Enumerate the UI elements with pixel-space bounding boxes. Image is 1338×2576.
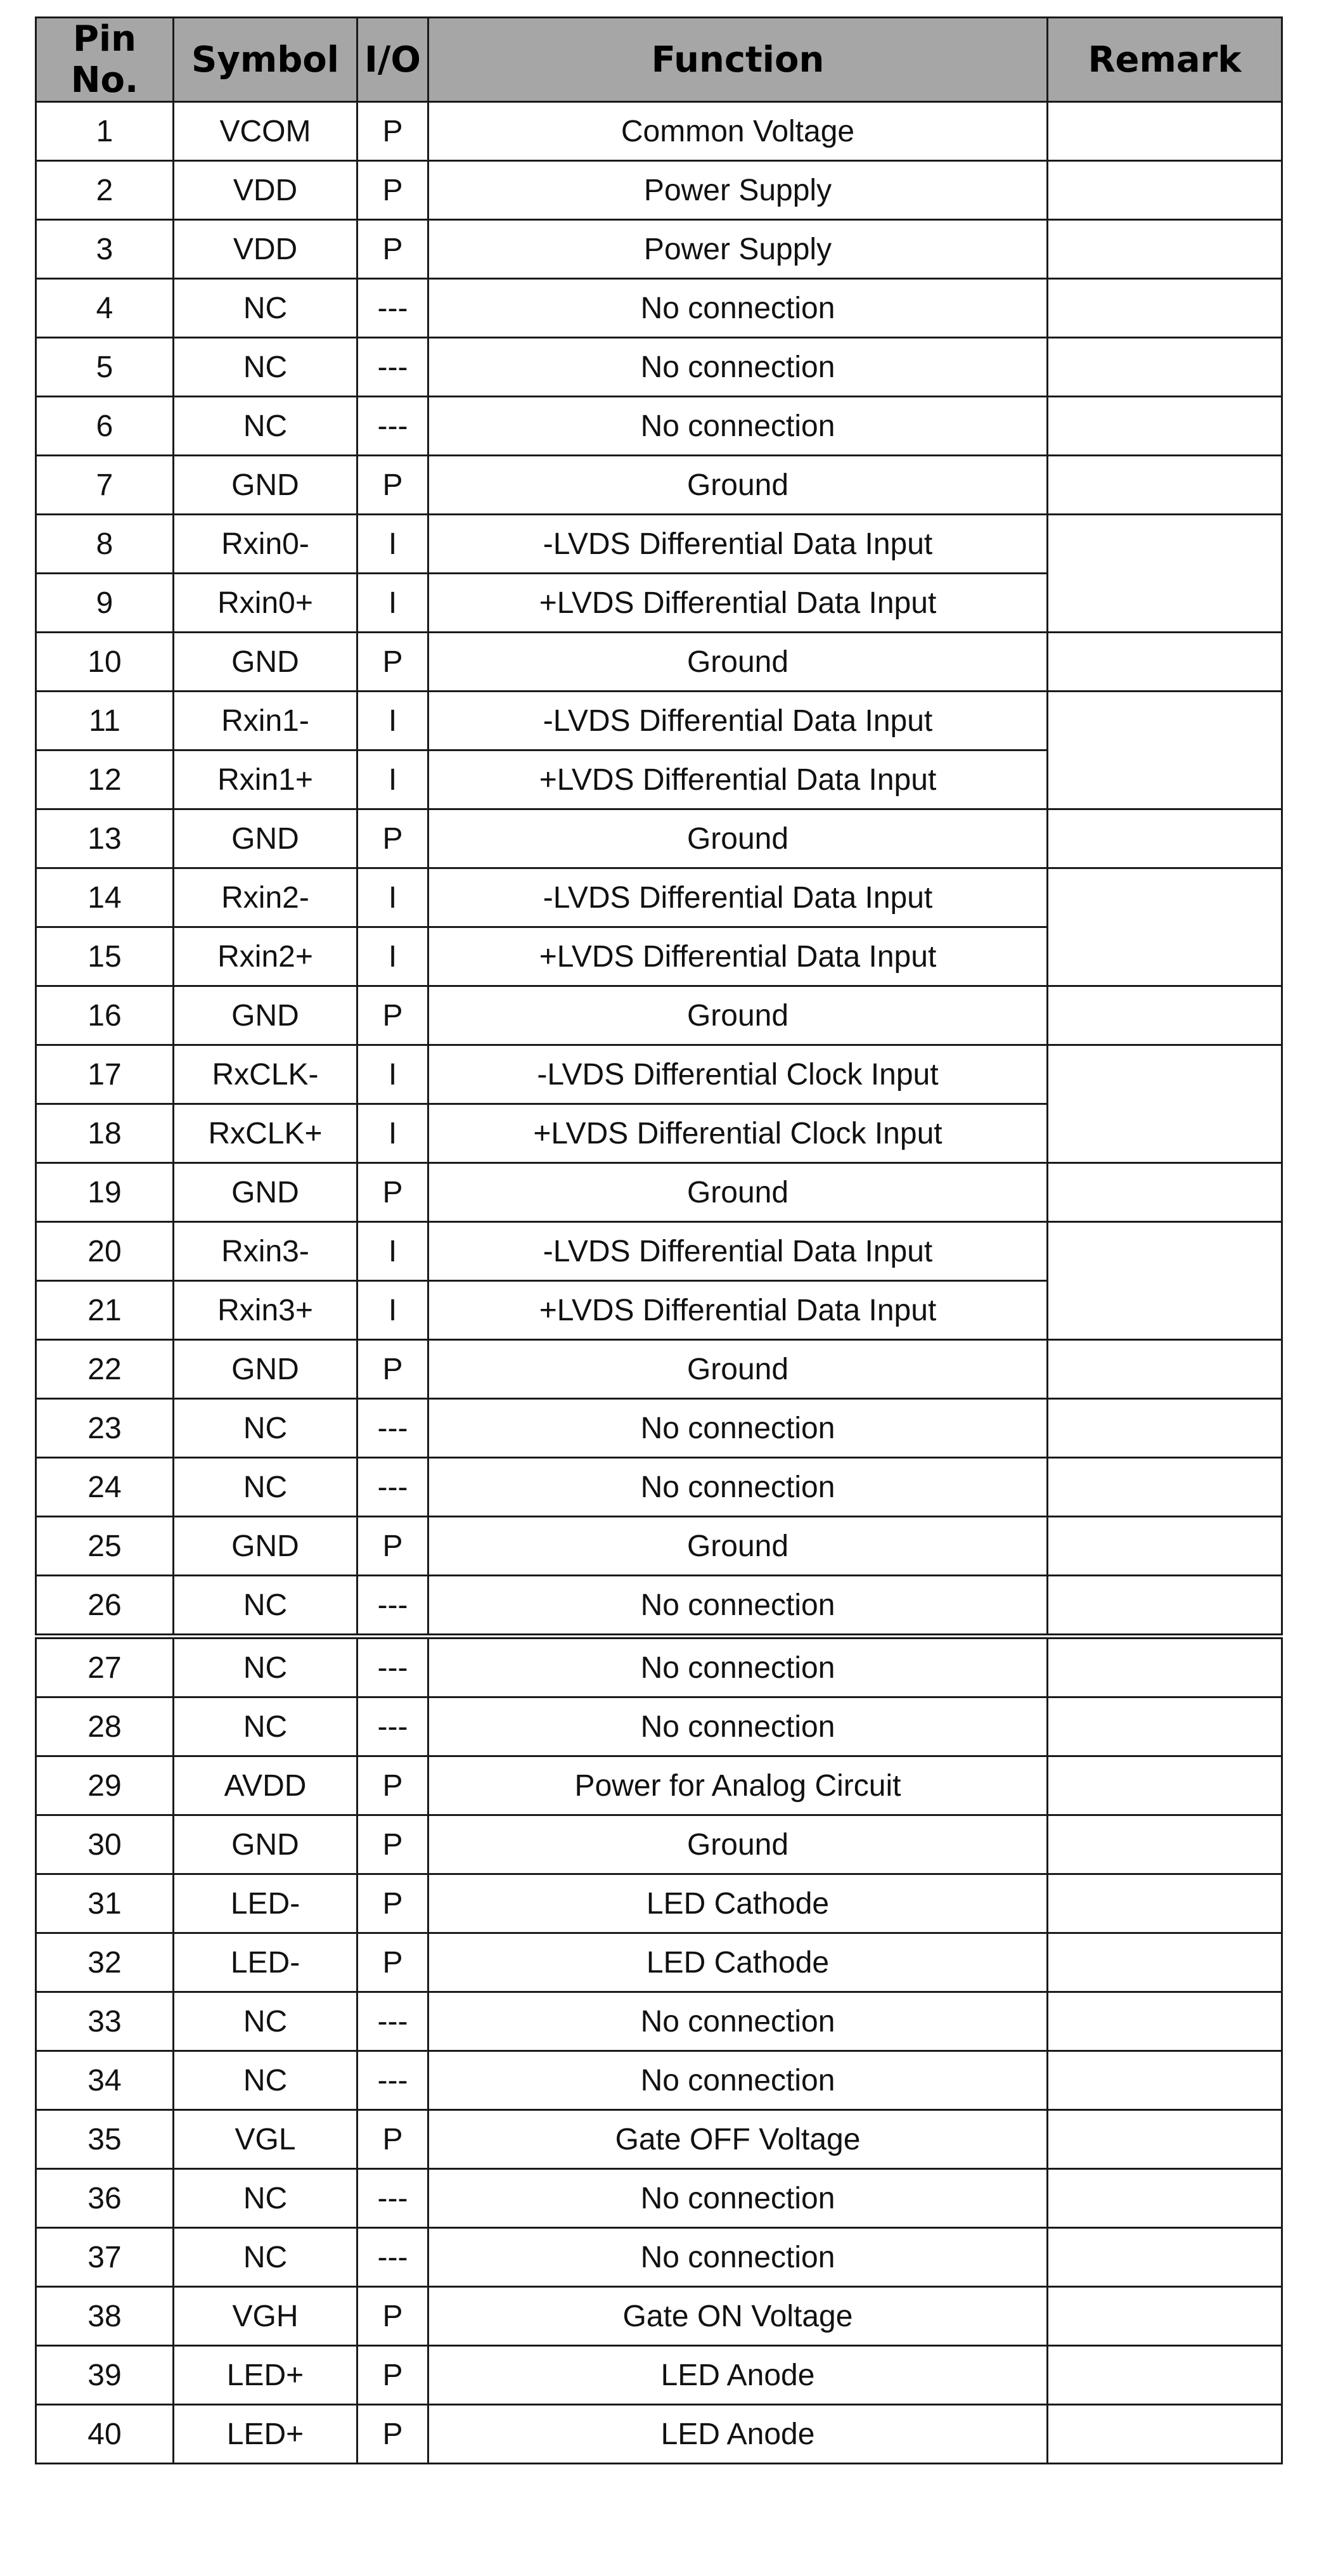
table-body: [36, 102, 1282, 2464]
pin-cell: 29: [36, 1756, 174, 1815]
pin-cell: 8: [36, 515, 174, 574]
symbol-cell: RxCLK-: [174, 1045, 357, 1104]
symbol-cell: GND: [174, 986, 357, 1045]
function-cell: No connection: [428, 1992, 1048, 2051]
symbol-cell: GND: [174, 1340, 357, 1399]
remark-cell: [1048, 397, 1282, 456]
function-cell: Ground: [428, 1815, 1048, 1874]
symbol-cell: GND: [174, 809, 357, 868]
pin-cell: 6: [36, 397, 174, 456]
table-row: [36, 868, 1282, 927]
pin-cell: 30: [36, 1815, 174, 1874]
function-cell: No connection: [428, 397, 1048, 456]
header-pin-no: Pin No.: [36, 18, 174, 102]
function-cell: Power for Analog Circuit: [428, 1756, 1048, 1815]
pin-cell: 9: [36, 574, 174, 633]
function-cell: -LVDS Differential Clock Input: [428, 1045, 1048, 1104]
function-cell: Common Voltage: [428, 102, 1048, 161]
table-row: [36, 1637, 1282, 1697]
function-cell: +LVDS Differential Clock Input: [428, 1104, 1048, 1163]
pin-cell: 22: [36, 1340, 174, 1399]
io-cell: ---: [357, 279, 428, 338]
remark-cell: [1048, 2169, 1282, 2228]
io-cell: ---: [357, 2051, 428, 2110]
symbol-cell: NC: [174, 2051, 357, 2110]
function-cell: Ground: [428, 1517, 1048, 1576]
pin-cell: 38: [36, 2287, 174, 2346]
pin-cell: 2: [36, 161, 174, 220]
table-row: [36, 692, 1282, 750]
table-row: [36, 338, 1282, 397]
symbol-cell: Rxin2+: [174, 927, 357, 986]
pin-cell: 31: [36, 1874, 174, 1933]
function-cell: No connection: [428, 279, 1048, 338]
remark-cell: [1048, 2405, 1282, 2464]
symbol-cell: GND: [174, 1517, 357, 1576]
io-cell: I: [357, 515, 428, 574]
io-cell: P: [357, 161, 428, 220]
function-cell: +LVDS Differential Data Input: [428, 1281, 1048, 1340]
io-cell: I: [357, 1222, 428, 1281]
remark-cell: [1048, 868, 1282, 986]
io-cell: ---: [357, 1992, 428, 2051]
symbol-cell: VGL: [174, 2110, 357, 2169]
symbol-cell: AVDD: [174, 1756, 357, 1815]
symbol-cell: NC: [174, 1697, 357, 1756]
remark-cell: [1048, 1517, 1282, 1576]
io-cell: P: [357, 102, 428, 161]
symbol-cell: RxCLK+: [174, 1104, 357, 1163]
function-cell: No connection: [428, 1399, 1048, 1458]
io-cell: I: [357, 1104, 428, 1163]
pin-cell: 36: [36, 2169, 174, 2228]
table-row: [36, 633, 1282, 692]
symbol-cell: Rxin1-: [174, 692, 357, 750]
pin-cell: 23: [36, 1399, 174, 1458]
pin-cell: 16: [36, 986, 174, 1045]
function-cell: +LVDS Differential Data Input: [428, 574, 1048, 633]
pin-cell: 7: [36, 456, 174, 515]
function-cell: LED Anode: [428, 2405, 1048, 2464]
io-cell: I: [357, 927, 428, 986]
function-cell: Ground: [428, 456, 1048, 515]
remark-cell: [1048, 986, 1282, 1045]
io-cell: P: [357, 2287, 428, 2346]
remark-cell: [1048, 1992, 1282, 2051]
function-cell: No connection: [428, 1458, 1048, 1517]
table-row: [36, 2051, 1282, 2110]
symbol-cell: NC: [174, 1399, 357, 1458]
io-cell: P: [357, 1517, 428, 1576]
symbol-cell: LED+: [174, 2405, 357, 2464]
function-cell: Gate ON Voltage: [428, 2287, 1048, 2346]
pin-cell: 4: [36, 279, 174, 338]
table-row: [36, 515, 1282, 574]
table-row: [36, 1874, 1282, 1933]
remark-cell: [1048, 1458, 1282, 1517]
io-cell: P: [357, 1756, 428, 1815]
io-cell: P: [357, 2405, 428, 2464]
function-cell: +LVDS Differential Data Input: [428, 750, 1048, 809]
remark-cell: [1048, 1637, 1282, 1697]
function-cell: LED Cathode: [428, 1933, 1048, 1992]
symbol-cell: NC: [174, 2228, 357, 2287]
function-cell: -LVDS Differential Data Input: [428, 868, 1048, 927]
io-cell: I: [357, 574, 428, 633]
io-cell: P: [357, 2346, 428, 2405]
remark-cell: [1048, 1340, 1282, 1399]
pin-cell: 21: [36, 1281, 174, 1340]
io-cell: ---: [357, 1637, 428, 1697]
table-row: [36, 2405, 1282, 2464]
pin-cell: 1: [36, 102, 174, 161]
header-symbol: Symbol: [174, 18, 357, 102]
pin-cell: 37: [36, 2228, 174, 2287]
pin-cell: 5: [36, 338, 174, 397]
symbol-cell: GND: [174, 1815, 357, 1874]
function-cell: No connection: [428, 1576, 1048, 1637]
remark-cell: [1048, 515, 1282, 633]
pin-cell: 35: [36, 2110, 174, 2169]
function-cell: LED Cathode: [428, 1874, 1048, 1933]
symbol-cell: NC: [174, 397, 357, 456]
io-cell: ---: [357, 397, 428, 456]
pin-cell: 14: [36, 868, 174, 927]
io-cell: I: [357, 750, 428, 809]
remark-cell: [1048, 1874, 1282, 1933]
symbol-cell: Rxin0+: [174, 574, 357, 633]
table-row: [36, 397, 1282, 456]
header-io: I/O: [357, 18, 428, 102]
pin-cell: 40: [36, 2405, 174, 2464]
remark-cell: [1048, 2051, 1282, 2110]
symbol-cell: Rxin1+: [174, 750, 357, 809]
function-cell: Ground: [428, 1340, 1048, 1399]
io-cell: I: [357, 1281, 428, 1340]
symbol-cell: NC: [174, 1576, 357, 1637]
remark-cell: [1048, 1399, 1282, 1458]
pin-cell: 18: [36, 1104, 174, 1163]
symbol-cell: LED-: [174, 1933, 357, 1992]
table-row: [36, 1340, 1282, 1399]
remark-cell: [1048, 1933, 1282, 1992]
io-cell: P: [357, 2110, 428, 2169]
io-cell: P: [357, 986, 428, 1045]
pin-cell: 20: [36, 1222, 174, 1281]
header-remark: Remark: [1048, 18, 1282, 102]
header-function: Function: [428, 18, 1048, 102]
pin-cell: 28: [36, 1697, 174, 1756]
table-row: [36, 1697, 1282, 1756]
pin-cell: 10: [36, 633, 174, 692]
function-cell: No connection: [428, 2169, 1048, 2228]
symbol-cell: LED+: [174, 2346, 357, 2405]
table-row: [36, 1045, 1282, 1104]
symbol-cell: NC: [174, 279, 357, 338]
io-cell: ---: [357, 1697, 428, 1756]
io-cell: P: [357, 220, 428, 279]
io-cell: I: [357, 868, 428, 927]
symbol-cell: NC: [174, 1637, 357, 1697]
function-cell: No connection: [428, 2051, 1048, 2110]
function-cell: No connection: [428, 1697, 1048, 1756]
symbol-cell: GND: [174, 633, 357, 692]
remark-cell: [1048, 161, 1282, 220]
io-cell: P: [357, 456, 428, 515]
remark-cell: [1048, 1163, 1282, 1222]
pin-cell: 19: [36, 1163, 174, 1222]
pin-cell: 17: [36, 1045, 174, 1104]
remark-cell: [1048, 279, 1282, 338]
io-cell: ---: [357, 338, 428, 397]
pin-cell: 26: [36, 1576, 174, 1637]
io-cell: P: [357, 809, 428, 868]
io-cell: P: [357, 1340, 428, 1399]
remark-cell: [1048, 809, 1282, 868]
pin-assignment-table: [35, 16, 1283, 2464]
symbol-cell: VDD: [174, 161, 357, 220]
io-cell: I: [357, 692, 428, 750]
remark-cell: [1048, 2346, 1282, 2405]
remark-cell: [1048, 456, 1282, 515]
function-cell: Power Supply: [428, 161, 1048, 220]
table-row: [36, 1933, 1282, 1992]
table-row: [36, 1992, 1282, 2051]
pin-cell: 15: [36, 927, 174, 986]
function-cell: -LVDS Differential Data Input: [428, 515, 1048, 574]
remark-cell: [1048, 2110, 1282, 2169]
symbol-cell: VGH: [174, 2287, 357, 2346]
symbol-cell: Rxin0-: [174, 515, 357, 574]
io-cell: P: [357, 1874, 428, 1933]
function-cell: -LVDS Differential Data Input: [428, 1222, 1048, 1281]
remark-cell: [1048, 2228, 1282, 2287]
pin-cell: 13: [36, 809, 174, 868]
io-cell: ---: [357, 1576, 428, 1637]
pin-cell: 34: [36, 2051, 174, 2110]
table-row: [36, 456, 1282, 515]
pin-cell: 12: [36, 750, 174, 809]
table-row: [36, 1163, 1282, 1222]
io-cell: P: [357, 1933, 428, 1992]
remark-cell: [1048, 1756, 1282, 1815]
table-header: [36, 18, 1282, 102]
symbol-cell: Rxin3-: [174, 1222, 357, 1281]
table-row: [36, 2287, 1282, 2346]
pin-cell: 3: [36, 220, 174, 279]
table-row: [36, 1756, 1282, 1815]
io-cell: P: [357, 1163, 428, 1222]
function-cell: +LVDS Differential Data Input: [428, 927, 1048, 986]
remark-cell: [1048, 2287, 1282, 2346]
table-row: [36, 1399, 1282, 1458]
pin-cell: 39: [36, 2346, 174, 2405]
symbol-cell: Rxin2-: [174, 868, 357, 927]
io-cell: ---: [357, 1399, 428, 1458]
table-row: [36, 1517, 1282, 1576]
remark-cell: [1048, 633, 1282, 692]
symbol-cell: VDD: [174, 220, 357, 279]
remark-cell: [1048, 338, 1282, 397]
table-row: [36, 2346, 1282, 2405]
io-cell: P: [357, 633, 428, 692]
header-row: [36, 18, 1282, 102]
table-row: [36, 986, 1282, 1045]
pin-cell: 33: [36, 1992, 174, 2051]
symbol-cell: VCOM: [174, 102, 357, 161]
remark-cell: [1048, 220, 1282, 279]
table-row: [36, 1222, 1282, 1281]
remark-cell: [1048, 102, 1282, 161]
remark-cell: [1048, 1697, 1282, 1756]
table-row: [36, 809, 1282, 868]
table-row: [36, 1458, 1282, 1517]
symbol-cell: NC: [174, 1458, 357, 1517]
pin-cell: 27: [36, 1637, 174, 1697]
io-cell: P: [357, 1815, 428, 1874]
function-cell: Ground: [428, 809, 1048, 868]
table-row: [36, 161, 1282, 220]
function-cell: Power Supply: [428, 220, 1048, 279]
symbol-cell: NC: [174, 1992, 357, 2051]
function-cell: No connection: [428, 338, 1048, 397]
remark-cell: [1048, 1222, 1282, 1340]
pin-cell: 25: [36, 1517, 174, 1576]
pin-cell: 24: [36, 1458, 174, 1517]
function-cell: Gate OFF Voltage: [428, 2110, 1048, 2169]
io-cell: ---: [357, 2228, 428, 2287]
function-cell: LED Anode: [428, 2346, 1048, 2405]
pin-cell: 11: [36, 692, 174, 750]
remark-cell: [1048, 1815, 1282, 1874]
io-cell: ---: [357, 2169, 428, 2228]
function-cell: No connection: [428, 2228, 1048, 2287]
table-row: [36, 220, 1282, 279]
table-row: [36, 279, 1282, 338]
function-cell: No connection: [428, 1637, 1048, 1697]
remark-cell: [1048, 1045, 1282, 1163]
remark-cell: [1048, 692, 1282, 809]
table-row: [36, 2110, 1282, 2169]
function-cell: Ground: [428, 986, 1048, 1045]
table-row: [36, 1576, 1282, 1637]
table-row: [36, 2169, 1282, 2228]
pin-cell: 32: [36, 1933, 174, 1992]
symbol-cell: GND: [174, 1163, 357, 1222]
symbol-cell: LED-: [174, 1874, 357, 1933]
remark-cell: [1048, 1576, 1282, 1637]
symbol-cell: NC: [174, 2169, 357, 2228]
symbol-cell: GND: [174, 456, 357, 515]
table-row: [36, 102, 1282, 161]
function-cell: -LVDS Differential Data Input: [428, 692, 1048, 750]
io-cell: ---: [357, 1458, 428, 1517]
table-row: [36, 1815, 1282, 1874]
function-cell: Ground: [428, 633, 1048, 692]
io-cell: I: [357, 1045, 428, 1104]
symbol-cell: NC: [174, 338, 357, 397]
function-cell: Ground: [428, 1163, 1048, 1222]
symbol-cell: Rxin3+: [174, 1281, 357, 1340]
table-row: [36, 2228, 1282, 2287]
